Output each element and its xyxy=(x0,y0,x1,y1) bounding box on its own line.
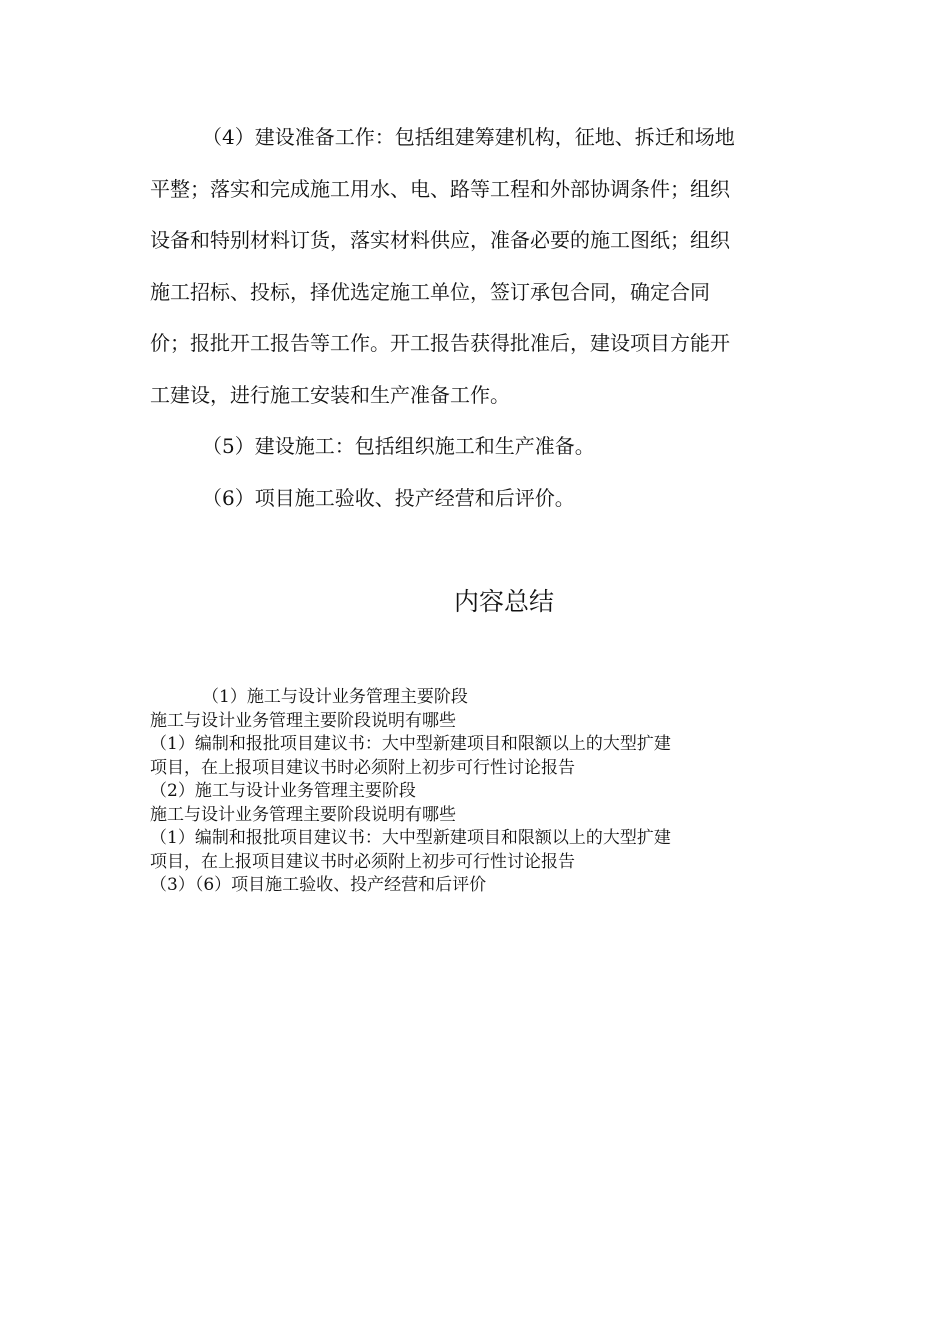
paragraph-4-line: 施工招标、投标，择优选定施工单位，签订承包合同，确定合同 xyxy=(150,279,710,304)
body-text xyxy=(150,112,810,524)
summary-line: （2）施工与设计业务管理主要阶段 xyxy=(150,781,416,801)
summary-line: （1）施工与设计业务管理主要阶段 xyxy=(202,687,468,707)
summary-line: 施工与设计业务管理主要阶段说明有哪些 xyxy=(150,804,456,825)
paragraph-5: （5）建设施工：包括组织施工和生产准备。 xyxy=(202,434,595,458)
paragraph-4-line: 平整；落实和完成施工用水、电、路等工程和外部协调条件；组织 xyxy=(150,176,730,201)
summary-line: 施工与设计业务管理主要阶段说明有哪些 xyxy=(150,710,456,731)
summary-line: （3）（6）项目施工验收、投产经营和后评价 xyxy=(150,875,487,895)
summary-line: （1）编制和报批项目建议书：大中型新建项目和限额以上的大型扩建 xyxy=(150,828,671,848)
summary-line: （1）编制和报批项目建议书：大中型新建项目和限额以上的大型扩建 xyxy=(150,734,671,754)
paragraph-6: （6）项目施工验收、投产经营和后评价。 xyxy=(202,485,575,510)
paragraph-4-line: 工建设，进行施工安装和生产准备工作。 xyxy=(150,382,510,407)
summary-heading: 内容总结 xyxy=(453,587,554,616)
paragraph-4 xyxy=(150,112,810,421)
summary-section xyxy=(150,686,810,898)
summary-line: 项目，在上报项目建议书时必须附上初步可行性讨论报告 xyxy=(150,757,575,778)
paragraph-4-line: （4）建设准备工作：包括组建筹建机构，征地、拆迁和场地 xyxy=(202,125,735,149)
paragraph-4-line: 设备和特别材料订货，落实材料供应，准备必要的施工图纸；组织 xyxy=(150,228,730,252)
summary-line: 项目，在上报项目建议书时必须附上初步可行性讨论报告 xyxy=(150,851,575,872)
paragraph-4-line: 价；报批开工报告等工作。开工报告获得批准后，建设项目方能开 xyxy=(150,331,730,355)
